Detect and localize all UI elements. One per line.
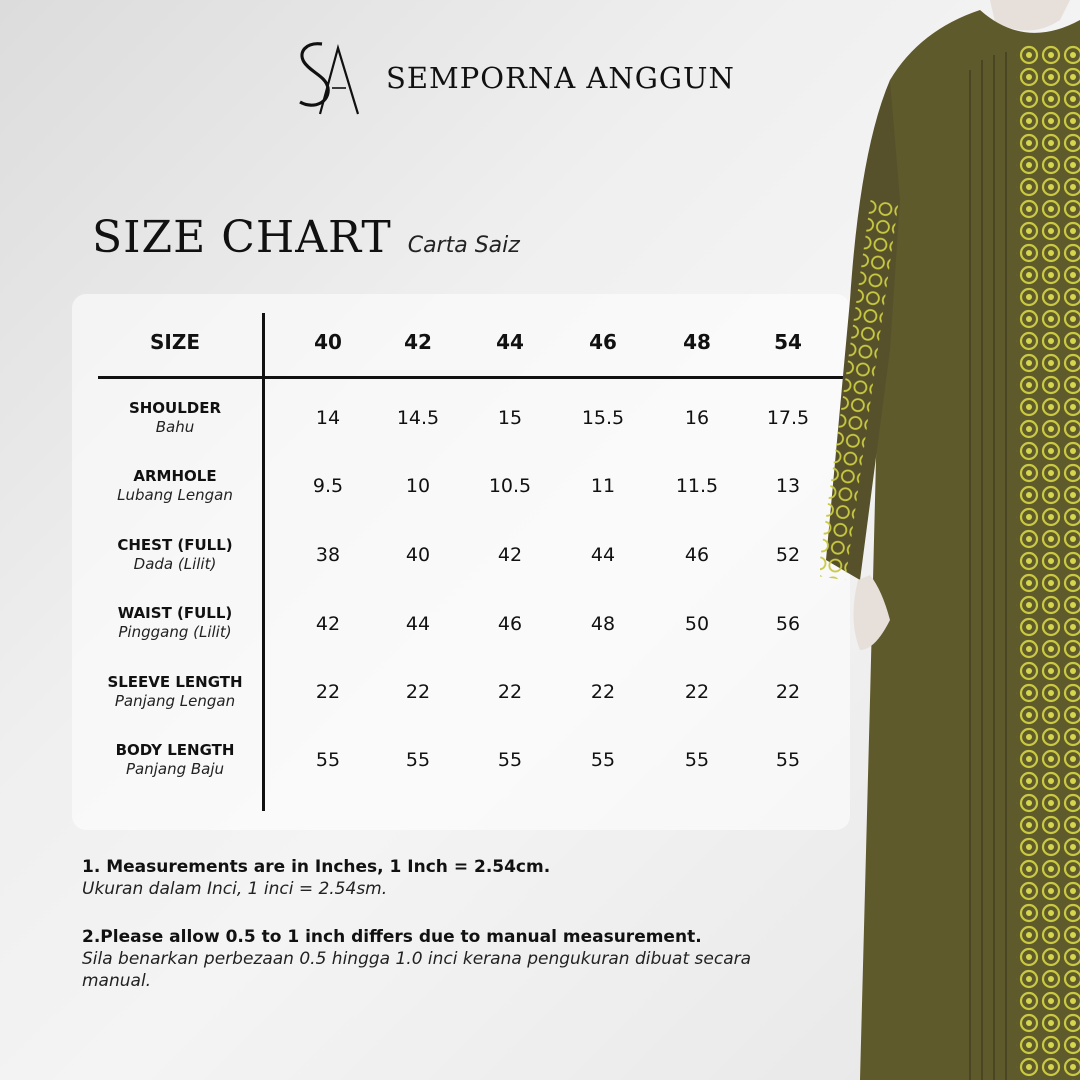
notes-section xyxy=(82,856,802,1018)
table-cell: 38 xyxy=(315,544,341,566)
table-cell: 55 xyxy=(775,749,801,771)
note-malay: Sila benarkan perbezaan 0.5 hingga 1.0 inci kerana pengukuran dibuat secara manual. xyxy=(82,949,752,991)
table-cell: 46 xyxy=(497,613,523,635)
row-label-ms: Panjang Lengan xyxy=(114,692,236,710)
row-label-waist xyxy=(94,604,256,642)
table-cell: 9.5 xyxy=(312,475,344,497)
size-column-header: 48 xyxy=(683,330,711,354)
note-english: 1. Measurements are in Inches, 1 Inch = 2.54cm. xyxy=(82,857,551,877)
row-label-shoulder xyxy=(94,399,256,437)
table-cell: 48 xyxy=(590,613,616,635)
row-label-ms: Dada (Lilit) xyxy=(133,555,217,573)
table-cell: 10.5 xyxy=(488,475,532,497)
table-cell: 44 xyxy=(405,613,431,635)
size-column-header: 46 xyxy=(589,330,617,354)
table-cell: 14.5 xyxy=(396,407,440,429)
table-cell: 55 xyxy=(315,749,341,771)
table-vertical-divider xyxy=(262,313,265,811)
size-column-header: 44 xyxy=(496,330,524,354)
page-subtitle: Carta Saiz xyxy=(407,233,520,258)
row-label-armhole xyxy=(94,467,256,505)
table-cell: 55 xyxy=(684,749,710,771)
size-column-header: 54 xyxy=(774,330,802,354)
note-english: 2.Please allow 0.5 to 1 inch differs due to manual measurement. xyxy=(82,927,702,947)
sa-monogram-icon xyxy=(292,38,364,118)
row-label-en: SHOULDER xyxy=(128,399,222,417)
row-label-en: SLEEVE LENGTH xyxy=(107,673,243,691)
table-cell: 46 xyxy=(684,544,710,566)
table-cell: 56 xyxy=(775,613,801,635)
front-lace-panel xyxy=(1016,45,1080,1080)
note-malay: Ukuran dalam Inci, 1 inci = 2.54sm. xyxy=(82,879,388,899)
row-label-ms: Lubang Lengan xyxy=(117,486,233,504)
table-cell: 22 xyxy=(405,681,431,703)
row-label-en: CHEST (FULL) xyxy=(117,536,233,554)
table-cell: 40 xyxy=(405,544,431,566)
title-block xyxy=(92,212,520,263)
row-label-ms: Panjang Baju xyxy=(125,760,225,778)
row-label-en: BODY LENGTH xyxy=(115,741,235,759)
table-cell: 15.5 xyxy=(581,407,625,429)
table-cell: 22 xyxy=(497,681,523,703)
table-cell: 22 xyxy=(590,681,616,703)
table-cell: 44 xyxy=(590,544,616,566)
row-label-en: WAIST (FULL) xyxy=(117,604,233,622)
size-header: SIZE xyxy=(149,330,200,354)
row-label-ms: Pinggang (Lilit) xyxy=(118,623,232,641)
table-cell: 52 xyxy=(775,544,801,566)
table-cell: 42 xyxy=(315,613,341,635)
table-cell: 11.5 xyxy=(675,475,719,497)
table-cell: 10 xyxy=(405,475,431,497)
dress-mannequin-illustration xyxy=(820,0,1080,1080)
table-cell: 13 xyxy=(775,475,801,497)
row-label-body-length xyxy=(94,741,256,779)
table-cell: 55 xyxy=(590,749,616,771)
row-label-en: ARMHOLE xyxy=(133,467,217,485)
row-label-sleeve-length xyxy=(94,673,256,711)
table-cell: 22 xyxy=(775,681,801,703)
table-cell: 55 xyxy=(497,749,523,771)
table-cell: 16 xyxy=(684,407,710,429)
table-cell: 17.5 xyxy=(766,407,810,429)
table-cell: 50 xyxy=(684,613,710,635)
table-cell: 22 xyxy=(684,681,710,703)
table-cell: 14 xyxy=(315,407,341,429)
table-cell: 11 xyxy=(590,475,616,497)
size-column-header: 40 xyxy=(314,330,342,354)
note-item xyxy=(82,926,802,992)
table-cell: 15 xyxy=(497,407,523,429)
brand-name: SEMPORNA ANGGUN xyxy=(386,61,735,95)
page-title: SIZE CHART xyxy=(92,212,392,263)
size-column-header: 42 xyxy=(404,330,432,354)
brand-logo xyxy=(292,38,735,118)
table-cell: 42 xyxy=(497,544,523,566)
table-horizontal-divider xyxy=(98,376,844,379)
table-cell: 22 xyxy=(315,681,341,703)
table-cell: 55 xyxy=(405,749,431,771)
row-label-ms: Bahu xyxy=(155,418,195,436)
note-item xyxy=(82,856,802,900)
row-label-chest xyxy=(94,536,256,574)
